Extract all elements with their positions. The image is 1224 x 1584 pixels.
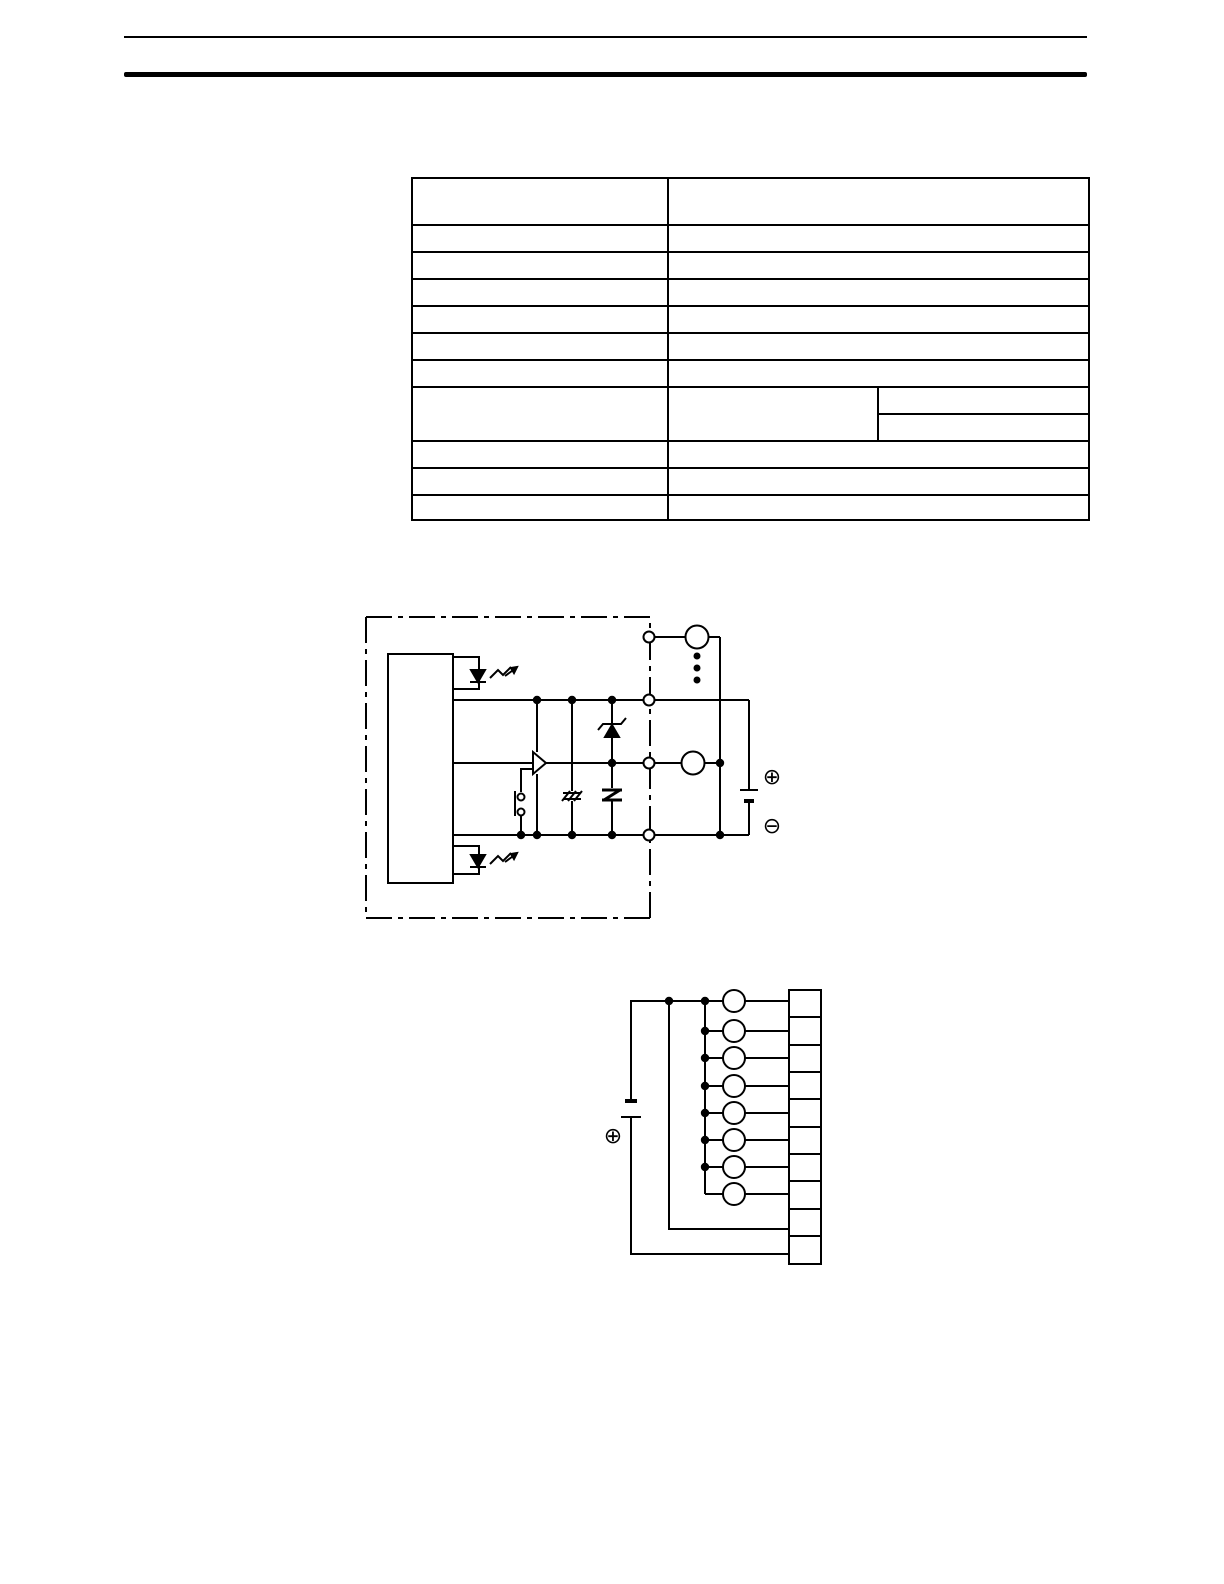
load-circle [723,1183,745,1205]
load-circle [723,1102,745,1124]
terminal-circle [644,830,655,841]
load-circle [723,1020,745,1042]
junction-dots [517,653,724,840]
polarity-minus-label: ⊖ [762,814,782,839]
switch-icon [515,769,533,835]
led-indicator-top-icon [453,657,517,689]
load-row [723,1183,789,1205]
load-row [705,990,789,1012]
load-row [705,1129,789,1151]
terminal-circle [644,695,655,706]
output-transistor-icon [533,752,546,774]
terminal-block-dividers [789,1017,821,1236]
terminal-polarity-plus-label: ⊕ [603,1124,623,1149]
led-indicator-bottom-icon [453,846,517,874]
varistor-icon [602,790,622,800]
load-row [705,1156,789,1178]
terminal-circle [644,758,655,769]
terminal-junction-dots [665,997,709,1171]
load-circle [723,990,745,1012]
load-circle [686,626,709,649]
module-boundary [366,617,650,918]
load-row [705,1102,789,1124]
internal-circuit-block [388,654,453,883]
internal-circuit-diagram [366,617,758,918]
capacitor-icon [562,791,582,801]
load-row [705,1020,789,1042]
polarity-plus-label: ⊕ [762,765,782,790]
load-circle [723,1129,745,1151]
load-row [705,1075,789,1097]
load-circle [723,1156,745,1178]
load-circle [682,752,705,775]
load-row [705,1047,789,1069]
load-circle [723,1047,745,1069]
load-rows [705,990,789,1205]
load-circle [723,1075,745,1097]
terminal-circle [644,632,655,643]
